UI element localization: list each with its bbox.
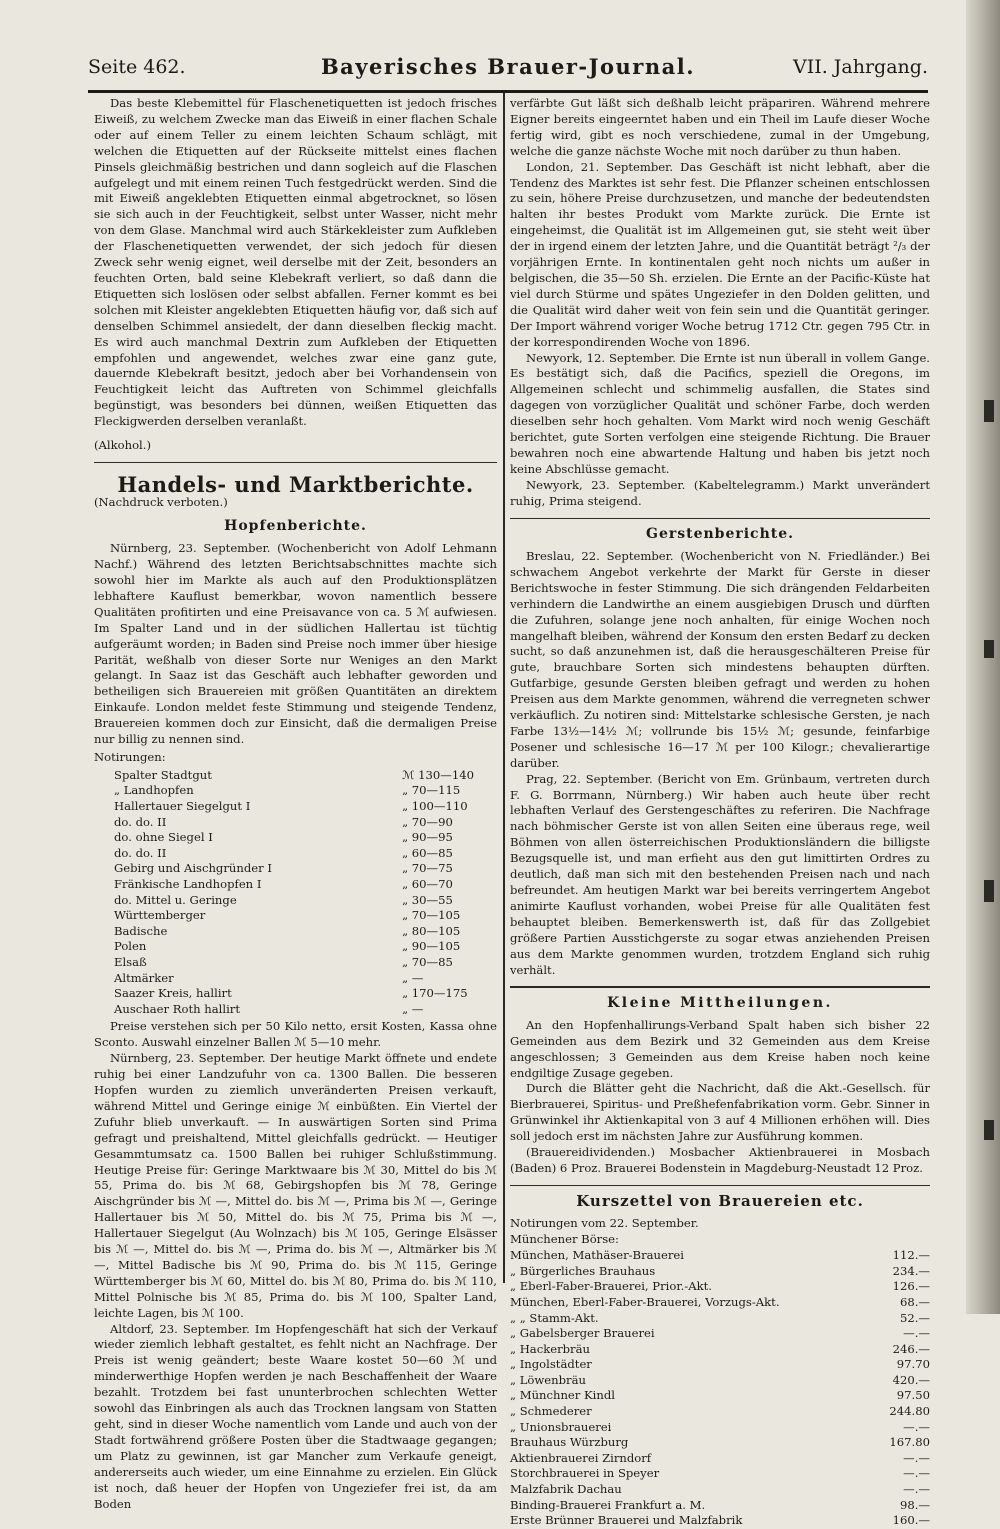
kurs-leader (780, 1451, 886, 1467)
quote-row (114, 830, 474, 846)
kurs-value: 126.— (892, 1279, 930, 1294)
prag-report: Prag, 22. September. (Bericht von Em. Grünbaum, vertreten durch F. G. Borrmann, Nürnberg.) Wir haben auch heute über recht lebhaften Verlauf des Gerstengeschäftes zu referiren. Die Nachfrage nach böhmischer Gerste ist von allen Seiten eine überaus rege, weil Böhmen von allen österreichischen Produktionsländern die billigste Bezugsquelle ist, und man erfieht aus den gut limittirten Ordres zu deutlich, daß man sich mit den bestehenden Preisen nach und nach befreundet. Am heutigen Markt war bei bereits verringertem Angebot animirte Kauflust vorhanden, wobei Preise für alle Qualitäten fest behauptet bleiben. Bemerkenswerth ist, daß für das Zollgebiet größere Partien Ausstichgerste zu sogar etwas anziehenden Preisen aus dem Markte genommen wurden, trotzdem England sich ruhig verhält. (510, 771, 930, 977)
quote-name: do. do. II (114, 845, 167, 860)
kurs-row (510, 1264, 930, 1280)
kurs-value: 52.— (899, 1310, 930, 1325)
kurs-leader (780, 1295, 886, 1311)
kurs-leader (780, 1482, 886, 1498)
kurs-value: —.— (903, 1326, 930, 1341)
intro-paragraph: Das beste Klebemittel für Flaschenetiquetten ist jedoch frisches Eiweiß, zu welchem Zwecke man das Eiweiß in einer flachen Schale oder auf einem Teller zu einem leichten Schaum schlägt, mit welchen die Etiquetten auf der Rückseite mittelst eines flachen Pinsels gleichmäßig bestrichen und dann sogleich auf die Flaschen aufgelegt und mit einem reinen Tuch festgedrückt werden. Sind die mit Eiweiß angeklebten Etiquetten einmal abgetrocknet, so lösen sie sich auch in der Feuchtigkeit, selbst unter Wasser, nicht mehr von dem Glase. Manchmal wird auch Stärkekleister zum Aufkleben der Flaschenetiquetten verwendet, der sich jedoch für diesen Zweck sehr wenig eignet, weil derselbe mit der Zeit, besonders an feuchten Orten, bald seine Klebekraft verliert, so daß dann die Etiquetten sich loslösen oder selbst abfallen. Ferner kommt es bei solchen mit Kleister angeklebten Etiquetten häufig vor, daß sich auf denselben Schimmel ansiedelt, der dann dieselben fleckig macht. Es wird auch manchmal Dextrin zum Aufkleben der Etiquetten empfohlen und angewendet, welches zwar eine ganz gute, dauernde Klebekraft besitzt, jedoch aber bei Vorhandensein von Feuchtigkeit leicht das Auftreten von Schimmel gleichfalls begünstigt, was besonders bei dünnen, weißen Etiquetten das Fleckigwerden derselben veranlaßt. (94, 96, 497, 429)
continued-paragraph: verfärbte Gut läßt sich deßhalb leicht präpariren. Während mehrere Eigner bereits eingeerntet haben und ein Theil im Laufe dieser Woche fertig wird, gibt es noch verschiedene, zumal in der Umgebung, welche die ganze nächste Woche mit noch darüber zu thun haben. (510, 96, 930, 158)
kurs-name: „ Schmederer (510, 1404, 592, 1419)
quote-row (114, 815, 474, 831)
kurs-name: Storchbrauerei in Speyer (510, 1466, 660, 1481)
quote-leader (272, 783, 398, 799)
kurs-value: 234.— (892, 1263, 930, 1278)
kurs-leader (780, 1498, 886, 1514)
quote-value: „ 70—115 (402, 783, 461, 798)
quote-name: do. do. II (114, 814, 167, 829)
quote-value: „ 90—105 (402, 939, 461, 954)
kurs-row (510, 1311, 930, 1327)
quote-row (114, 768, 474, 784)
kurs-name: Binding-Brauerei Frankfurt a. M. (510, 1497, 706, 1512)
quote-leader (272, 861, 398, 877)
quote-value: ℳ 130—140 (402, 767, 474, 782)
quote-value: „ — (402, 1001, 424, 1016)
quote-row (114, 971, 474, 987)
kurs-name: „ Bürgerliches Brauhaus (510, 1263, 656, 1278)
quote-value: „ 90—95 (402, 830, 453, 845)
page-number: Seite 462. (88, 56, 186, 78)
quote-name: Württemberger (114, 908, 206, 923)
kurs-value: 112.— (892, 1248, 930, 1263)
kurs-row (510, 1451, 930, 1467)
kurs-leader (780, 1248, 886, 1264)
kurs-leader (780, 1420, 886, 1436)
kurs-name: Erste Brünner Brauerei und Malzfabrik (510, 1513, 743, 1528)
kurs-value: —.— (903, 1466, 930, 1481)
page-header (88, 54, 928, 84)
kurs-row (510, 1513, 930, 1529)
kurs-name: „ Gabelsberger Brauerei (510, 1326, 655, 1341)
left-column (94, 96, 497, 1512)
quote-leader (272, 893, 398, 909)
quote-row (114, 846, 474, 862)
quote-row (114, 986, 474, 1002)
quote-name: do. ohne Siegel I (114, 830, 213, 845)
quote-leader (272, 955, 398, 971)
quote-row (114, 877, 474, 893)
kurs-row (510, 1466, 930, 1482)
quote-row (114, 924, 474, 940)
kurs-leader (780, 1326, 886, 1342)
quote-name: Elsaß (114, 954, 147, 969)
hopfen-title: Hopfenberichte. (224, 518, 367, 535)
quote-leader (272, 877, 398, 893)
kurs-value: 167.80 (889, 1435, 930, 1450)
kurs-leader (780, 1373, 886, 1389)
quote-value: „ 100—110 (402, 799, 468, 814)
kurs-leader (780, 1311, 886, 1327)
kurs-value: 97.70 (896, 1357, 930, 1372)
section-rule (94, 462, 497, 464)
edge-mark (984, 400, 994, 422)
quote-value: „ 170—175 (402, 986, 468, 1001)
quote-name: do. Mittel u. Geringe (114, 892, 237, 907)
kurs-leader (780, 1435, 886, 1451)
quote-value: „ 70—75 (402, 861, 453, 876)
notirungen-label: Notirungen: (94, 749, 166, 764)
kurs-row (510, 1420, 930, 1436)
quote-name: Auschaer Roth hallirt (114, 1001, 240, 1016)
column-divider (503, 93, 505, 1283)
quote-leader (272, 971, 398, 987)
quote-leader (272, 939, 398, 955)
quote-leader (272, 830, 398, 846)
kurs-leader (780, 1264, 886, 1280)
kleine-item-2: Durch die Blätter geht die Nachricht, daß die Akt.-Gesellsch. für Bierbrauerei, Spiritus- und Preßhefenfabrikation vorm. Gebr. Sinner in Grünwinkel ihr Aktienkapital von 3 auf 4 Millionen erhöhen will. Dies soll jedoch erst im nächsten Jahre zur Ausführung kommen. (510, 1081, 930, 1144)
kurs-title: Kurszettel von Brauereien etc. (576, 1192, 864, 1211)
quote-leader (272, 986, 398, 1002)
kurs-value: 68.— (899, 1294, 930, 1309)
section-title: Handels- und Marktberichte. (117, 472, 474, 498)
header-rule (88, 90, 928, 93)
quote-row (114, 955, 474, 971)
quote-value: „ 70—90 (402, 814, 453, 829)
quote-name: Spalter Stadtgut (114, 767, 212, 782)
kurs-row (510, 1295, 930, 1311)
kurs-row (510, 1326, 930, 1342)
quote-value: „ — (402, 970, 424, 985)
kurs-leader (780, 1513, 886, 1529)
nuernberg-report-1: Nürnberg, 23. September. (Wochenbericht von Adolf Lehmann Nachf.) Während des letzten Berichtsabschnittes machte sich sowohl hier im Markte als auch auf den Produktionsplätzen lebhaftere Kauflust bemerkbar, wovon namentlich bessere Qualitäten profitirten und eine Preisavance von ca. 5 ℳ aufwiesen. Im Spalter Land und in der südlichen Hallertau ist tüchtig aufgeräumt worden; in Baden sind Preise noch immer über hiesige Parität, weßhalb von dieser Sorte nur Weniges an den Markt gelangt. In Saaz ist das Geschäft auch lebhafter geworden und betheiligen sich Brauereien mit größen Quantitäten an direktem Einkaufe. London meldet feste Stimmung und steigende Tendenz, Brauereien kommen doch zur Einsicht, daß die dermaligen Preise nur billig zu nennen sind. (94, 541, 497, 747)
quote-name: Altmärker (114, 970, 174, 985)
kurs-name: „ Hackerbräu (510, 1341, 590, 1356)
kurs-leader (780, 1388, 886, 1404)
kurs-row (510, 1482, 930, 1498)
nuernberg-report-2: Nürnberg, 23. September. Der heutige Markt öffnete und endete ruhig bei einer Landzufuhr von ca. 1300 Ballen. Die besseren Hopfen wurden zu ziemlich unveränderten Preisen verkauft, während Mittel und Geringe einige ℳ einbüßten. Ein Viertel der Zufuhr blieb unverkauft. — In auswärtigen Sorten sind Prima gefragt und preishaltend, Mittel gleichfalls gedrückt. — Heutiger Gesammtumsatz ca. 1500 Ballen bei ruhiger Schlußstimmung. Heutige Preise für: Geringe Marktwaare bis ℳ 30, Mittel do bis ℳ 55, Prima do. bis ℳ 68, Gebirgshopfen bis ℳ 78, Geringe Aischgründer bis ℳ —, Mittel do. bis ℳ —, Prima bis ℳ —, Geringe Hallertauer bis ℳ 50, Mittel do. bis ℳ 75, Prima bis ℳ —, Hallertauer Siegelgut (Au Wolnzach) bis ℳ 105, Geringe Elsässer bis ℳ —, Mittel do. bis ℳ —, Prima do. bis ℳ —, Altmärker bis ℳ —, Mittel Badische bis ℳ 90, Prima do. bis ℳ 115, Geringe Württemberger bis ℳ 60, Mittel do. bis ℳ 80, Prima do. bis ℳ 110, Mittel Polnische bis ℳ 85, Prima do. bis ℳ 100, Spalter Land, leichte Lagen, bis ℳ 100. (94, 1051, 497, 1320)
quote-row (114, 799, 474, 815)
kleine-rule (510, 986, 930, 988)
quote-leader (272, 799, 398, 815)
page-edge (966, 0, 1000, 1314)
kurs-row (510, 1357, 930, 1373)
volume-label: VII. Jahrgang. (792, 56, 928, 78)
kurs-value: 420.— (892, 1372, 930, 1387)
quote-name: Polen (114, 939, 147, 954)
quote-name: Fränkische Landhopfen I (114, 877, 262, 891)
kurs-row (510, 1404, 930, 1420)
quote-leader (272, 908, 398, 924)
kurs-leader (780, 1279, 886, 1295)
kurs-row (510, 1342, 930, 1358)
kurs-leader (780, 1357, 886, 1373)
kurs-name: „ Münchner Kindl (510, 1388, 615, 1403)
quote-leader (272, 1002, 398, 1018)
kurs-value: 246.— (892, 1341, 930, 1356)
newyork-report-2: Newyork, 23. September. (Kabeltelegramm.) Markt unverändert ruhig, Prima steigend. (510, 477, 930, 508)
kleine-title: Kleine Mittheilungen. (607, 994, 833, 1011)
journal-title: Bayerisches Brauer-Journal. (320, 54, 696, 79)
quote-row (114, 1002, 474, 1018)
quote-name: Hallertauer Siegelgut I (114, 799, 251, 814)
quote-leader (272, 768, 398, 784)
quotes-note: Preise verstehen sich per 50 Kilo netto, ersit Kosten, Kassa ohne Sconto. Auswahl einzelner Ballen ℳ 5—10 mehr. (94, 1019, 497, 1050)
kurs-row (510, 1498, 930, 1514)
kleine-item-1: An den Hopfenhallirungs-Verband Spalt haben sich bisher 22 Gemeinden aus dem Bezirk und 32 Gemeinden aus dem Kreise angeschlossen; 3 Gemeinden aus dem Kreise haben noch keine endgiltige Zusage gegeben. (510, 1017, 930, 1080)
quote-value: „ 70—105 (402, 908, 461, 923)
quote-leader (272, 924, 398, 940)
quote-leader (272, 815, 398, 831)
quote-row (114, 939, 474, 955)
quote-value: „ 60—70 (402, 877, 453, 891)
kurs-value: 160.— (892, 1513, 930, 1528)
kurs-name: „ Eberl-Faber-Brauerei, Prior.-Akt. (510, 1279, 712, 1294)
source-note: (Alkohol.) (94, 438, 151, 453)
gersten-title: Gerstenberichte. (645, 526, 794, 543)
kurs-name: „ Unionsbrauerei (510, 1419, 612, 1434)
quote-row (114, 783, 474, 799)
kurs-value: 244.80 (889, 1404, 930, 1419)
kurs-name: „ „ Stamm-Akt. (510, 1310, 599, 1325)
kurs-row (510, 1388, 930, 1404)
kurs-row (510, 1435, 930, 1451)
kurs-value: 98.— (899, 1497, 930, 1512)
kurs-date: Notirungen vom 22. September. (510, 1216, 699, 1231)
kurs-table (510, 1248, 930, 1529)
quote-value: „ 80—105 (402, 923, 461, 938)
hop-quote-table (114, 768, 474, 1018)
kurs-name: München, Mathäser-Brauerei (510, 1248, 684, 1263)
quote-name: Gebirg und Aischgründer I (114, 861, 272, 876)
newyork-report-1: Newyork, 12. September. Die Ernte ist nun überall in vollem Gange. Es bestätigt sich, daß die Pacifics, speziell die Oregons, im Allgemeinen schlecht und schimmelig ausfallen, die States sind dagegen von vorzüglicher Qualität und schöner Farbe, doch werden dieselben sehr hoch gehalten. Vom Markt wird noch wenig Geschäft berichtet, gute Sorten verfolgen eine steigende Richtung. Die Brauer bewahren noch eine abwartende Haltung und haben bis jetzt noch keine Abschlüsse gemacht. (510, 350, 930, 476)
quote-name: „ Landhopfen (114, 783, 194, 798)
kurs-name: Aktienbrauerei Zirndorf (510, 1450, 652, 1465)
kurs-row (510, 1248, 930, 1264)
quote-name: Badische (114, 923, 168, 938)
edge-mark (984, 1120, 994, 1140)
kurs-boerse: Münchener Börse: (510, 1232, 619, 1247)
section-note: (Nachdruck verboten.) (94, 495, 228, 510)
gersten-rule (510, 518, 930, 520)
kurs-value: 97.50 (896, 1388, 930, 1403)
kurs-name: Malzfabrik Dachau (510, 1482, 622, 1497)
quote-value: „ 30—55 (402, 892, 453, 907)
quote-row (114, 893, 474, 909)
kurs-name: „ Löwenbräu (510, 1372, 586, 1387)
kurs-leader (780, 1466, 886, 1482)
kurs-row (510, 1279, 930, 1295)
london-report: London, 21. September. Das Geschäft ist nicht lebhaft, aber die Tendenz des Marktes ist sehr fest. Die Pflanzer scheinen entschlossen zu sein, höhere Preise durchzusetzen, und manche der bedeutendsten halten ihr bestes Produkt vom Markte zurück. Die Ernte ist eingeheimst, die Qualität ist im Allgemeinen gut, sie steht weit über der in irgend einem der letzten Jahre, und die Quantität beträgt ²/₃ der vorjährigen Ernte. In kontinentalen geht noch nichts um außer in belgischen, die 35—50 Sh. erzielen. Die Ernte an der Pacific-Küste hat viel durch Stürme und spätes Ungeziefer in den Dolden gelitten, und die Qualität wird daher weit von fein sein und die Quantität geringer. Der Import während voriger Woche betrug 1712 Ctr. gegen 795 Ctr. in der korrespondirenden Woche von 1896. (510, 159, 930, 349)
quote-name: Saazer Kreis, hallirt (114, 986, 232, 1001)
quote-value: „ 60—85 (402, 845, 453, 860)
kurs-leader (780, 1342, 886, 1358)
quote-leader (272, 846, 398, 862)
kurs-leader (780, 1404, 886, 1420)
kurs-row (510, 1373, 930, 1389)
edge-mark (984, 640, 994, 658)
breslau-report: Breslau, 22. September. (Wochenbericht von N. Friedländer.) Bei schwachem Angebot verkehrte der Markt für Gerste in dieser Berichtswoche in fester Stimmung. Die sich drängenden Feldarbeiten verhindern die Landwirthe an einem ausgiebigen Drusch und dürften die Zufuhren, solange jene noch anhalten, für einige Wochen noch mangelhaft bleiben, während der Konsum den ersten Bedarf zu decken sucht, so daß anzunehmen ist, daß die herausgeschälteren Preise für gute, brauchbare Sorten sich mindestens behaupten dürften. Gutfarbige, gesunde Gersten bleiben gefragt und werden zu hohen Preisen aus dem Markte genommen, während die verregneten schwer verkäuflich. Zu notiren sind: Mittelstarke schlesische Gersten, je nach Farbe 13½—14½ ℳ; vollrunde bis 15½ ℳ; gesunde, feinfarbige Posener und schlesische 16—17 ℳ per 100 Kilogr.; chevalierartige darüber. (510, 548, 930, 770)
kurs-rule (510, 1185, 930, 1187)
quote-value: „ 70—85 (402, 954, 453, 969)
kurs-name: München, Eberl-Faber-Brauerei, Vorzugs-Akt. (510, 1294, 780, 1309)
kurs-name: „ Ingolstädter (510, 1357, 592, 1372)
kurs-value: —.— (903, 1450, 930, 1465)
quote-row (114, 861, 474, 877)
edge-mark (984, 880, 994, 902)
kurs-name: Brauhaus Würzburg (510, 1435, 629, 1450)
altdorf-report: Altdorf, 23. September. Im Hopfengeschäft hat sich der Verkauf wieder ziemlich lebhaft gestaltet, es fehlt nicht an Nachfrage. Der Preis ist wenig geändert; beste Waare kostet 50—60 ℳ und minderwerthige Hopfen werden je nach Beschaffenheit der Waare bezahlt. Trotzdem bei fast ununterbrochen schlechten Wetter sowohl das Einbringen als auch das Trocknen langsam von Statten geht, sind in dieser Woche namentlich vom Lande und auch von der Stadt fortwährend größere Posten über die Stadtwaage gegangen; um Platz zu gewinnen, ist gar Mancher zum Verkaufe geneigt, andererseits auch wieder, um eine Einnahme zu erzielen. Ein Glück ist noch, daß heuer der Hopfen von Ungeziefer frei ist, da am Boden (94, 1321, 497, 1511)
kurs-value: —.— (903, 1419, 930, 1434)
quote-row (114, 908, 474, 924)
kleine-item-3: (Brauereidividenden.) Mosbacher Aktienbrauerei in Mosbach (Baden) 6 Proz. Brauerei Bodenstein in Magdeburg-Neustadt 12 Proz. (510, 1145, 930, 1175)
kurs-value: —.— (903, 1482, 930, 1497)
